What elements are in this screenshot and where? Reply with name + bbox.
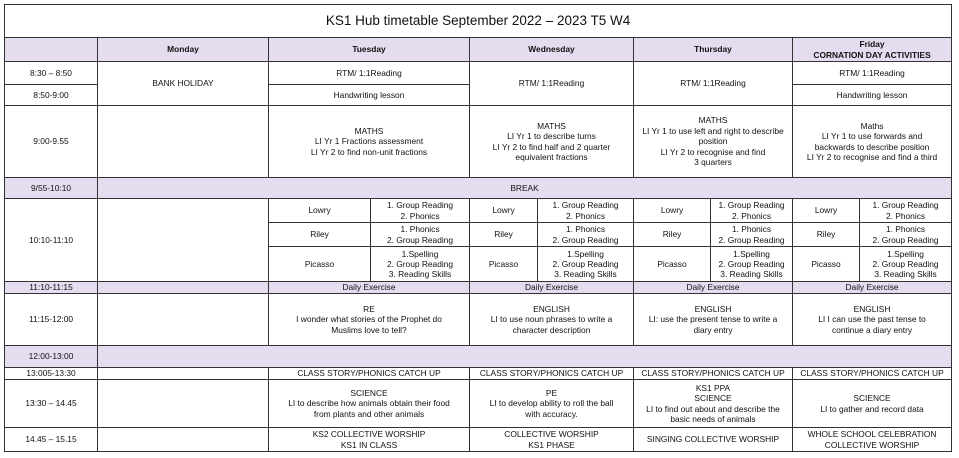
group-picasso: Picasso (470, 247, 538, 282)
day-header-monday: Monday (98, 38, 269, 62)
lesson-thursday: ENGLISH LI: use the present tense to write a diary entry (634, 294, 793, 346)
group-lowry: Lowry (793, 199, 860, 223)
rtm-wednesday: RTM/ 1:1Reading (470, 62, 634, 106)
monday-empty-cell (98, 294, 269, 346)
exercise-thursday: Daily Exercise (634, 282, 793, 294)
afternoon-thursday: KS1 PPA SCIENCE LI to find out about and describe the basic needs of animals (634, 380, 793, 428)
time-slot: 11:15-12:00 (5, 294, 98, 346)
group-activities: 1. Phonics 2. Group Reading (371, 223, 470, 247)
maths-thursday: MATHS LI Yr 1 to use left and right to describe position LI Yr 2 to recognise and find 3 quarters (634, 106, 793, 178)
group-riley: Riley (269, 223, 371, 247)
time-slot: 12:00-13:00 (5, 346, 98, 368)
time-slot: 13:30 – 14.45 (5, 380, 98, 428)
worship-wednesday: COLLECTIVE WORSHIP KS1 PHASE (470, 428, 634, 452)
group-picasso: Picasso (269, 247, 371, 282)
worship-thursday: SINGING COLLECTIVE WORSHIP (634, 428, 793, 452)
afternoon-wednesday: PE LI to develop ability to roll the ball with accuracy. (470, 380, 634, 428)
group-picasso: Picasso (634, 247, 711, 282)
group-lowry: Lowry (470, 199, 538, 223)
monday-empty-cell (98, 199, 269, 282)
time-slot: 10:10-11:10 (5, 199, 98, 282)
day-header-thursday: Thursday (634, 38, 793, 62)
timetable (4, 4, 952, 452)
group-activities: 1. Group Reading 2. Phonics (538, 199, 634, 223)
group-picasso: Picasso (793, 247, 860, 282)
time-slot: 8:30 – 8:50 (5, 62, 98, 85)
group-activities: 1. Phonics 2. Group Reading (711, 223, 793, 247)
worship-tuesday: KS2 COLLECTIVE WORSHIP KS1 IN CLASS (269, 428, 470, 452)
time-slot: 14.45 – 15.15 (5, 428, 98, 452)
group-activities: 1.Spelling 2. Group Reading 3. Reading Skills (711, 247, 793, 282)
group-activities: 1. Phonics 2. Group Reading (860, 223, 952, 247)
story-friday: CLASS STORY/PHONICS CATCH UP (793, 368, 952, 380)
group-lowry: Lowry (634, 199, 711, 223)
bank-holiday-cell: BANK HOLIDAY (98, 62, 269, 106)
maths-friday: Maths LI Yr 1 to use forwards and backwards to describe position LI Yr 2 to recognise and find a third (793, 106, 952, 178)
group-lowry: Lowry (269, 199, 371, 223)
exercise-wednesday: Daily Exercise (470, 282, 634, 294)
group-activities: 1. Group Reading 2. Phonics (711, 199, 793, 223)
day-header-tuesday: Tuesday (269, 38, 470, 62)
group-activities: 1.Spelling 2. Group Reading 3. Reading Skills (538, 247, 634, 282)
group-riley: Riley (470, 223, 538, 247)
group-activities: 1.Spelling 2. Group Reading 3. Reading Skills (371, 247, 470, 282)
rtm-thursday: RTM/ 1:1Reading (634, 62, 793, 106)
lunch-row (98, 346, 952, 368)
time-slot: 11:10-11:15 (5, 282, 98, 294)
time-slot: 9:00-9.55 (5, 106, 98, 178)
monday-empty-cell (98, 428, 269, 452)
rtm-friday: RTM/ 1:1Reading (793, 62, 952, 85)
afternoon-friday: SCIENCE LI to gather and record data (793, 380, 952, 428)
time-slot: 9/55-10:10 (5, 178, 98, 199)
time-slot: 8:50-9:00 (5, 85, 98, 106)
friday-label: Friday (859, 39, 885, 49)
maths-tuesday: MATHS LI Yr 1 Fractions assessment LI Yr 2 to find non-unit fractions (269, 106, 470, 178)
lesson-tuesday: RE I wonder what stories of the Prophet do Muslims love to tell? (269, 294, 470, 346)
corner-header (5, 38, 98, 62)
break-row: BREAK (98, 178, 952, 199)
exercise-tuesday: Daily Exercise (269, 282, 470, 294)
monday-empty-cell (98, 106, 269, 178)
story-wednesday: CLASS STORY/PHONICS CATCH UP (470, 368, 634, 380)
worship-friday: WHOLE SCHOOL CELEBRATION COLLECTIVE WORSHIP (793, 428, 952, 452)
group-riley: Riley (634, 223, 711, 247)
monday-empty-cell (98, 282, 269, 294)
day-header-wednesday: Wednesday (470, 38, 634, 62)
handwriting-friday: Handwriting lesson (793, 85, 952, 106)
exercise-friday: Daily Exercise (793, 282, 952, 294)
friday-subtitle: CORNATION DAY ACTIVITIES (813, 49, 931, 60)
handwriting-tuesday: Handwriting lesson (269, 85, 470, 106)
lesson-friday: ENGLISH LI I can use the past tense to continue a diary entry (793, 294, 952, 346)
story-tuesday: CLASS STORY/PHONICS CATCH UP (269, 368, 470, 380)
timetable-document (4, 4, 951, 452)
rtm-tuesday: RTM/ 1:1Reading (269, 62, 470, 85)
maths-wednesday: MATHS LI Yr 1 to describe turns LI Yr 2 to find half and 2 quarter equivalent fractions (470, 106, 634, 178)
monday-empty-cell (98, 380, 269, 428)
page-title: KS1 Hub timetable September 2022 – 2023 T5 W4 (5, 5, 952, 38)
day-header-friday (793, 38, 952, 62)
monday-empty-cell (98, 368, 269, 380)
group-activities: 1. Phonics 2. Group Reading (538, 223, 634, 247)
group-riley: Riley (793, 223, 860, 247)
group-activities: 1.Spelling 2. Group Reading 3. Reading Skills (860, 247, 952, 282)
lesson-wednesday: ENGLISH LI to use noun phrases to write a character description (470, 294, 634, 346)
afternoon-tuesday: SCIENCE LI to describe how animals obtain their food from plants and other animals (269, 380, 470, 428)
time-slot: 13:005-13:30 (5, 368, 98, 380)
story-thursday: CLASS STORY/PHONICS CATCH UP (634, 368, 793, 380)
group-activities: 1. Group Reading 2. Phonics (860, 199, 952, 223)
group-activities: 1. Group Reading 2. Phonics (371, 199, 470, 223)
